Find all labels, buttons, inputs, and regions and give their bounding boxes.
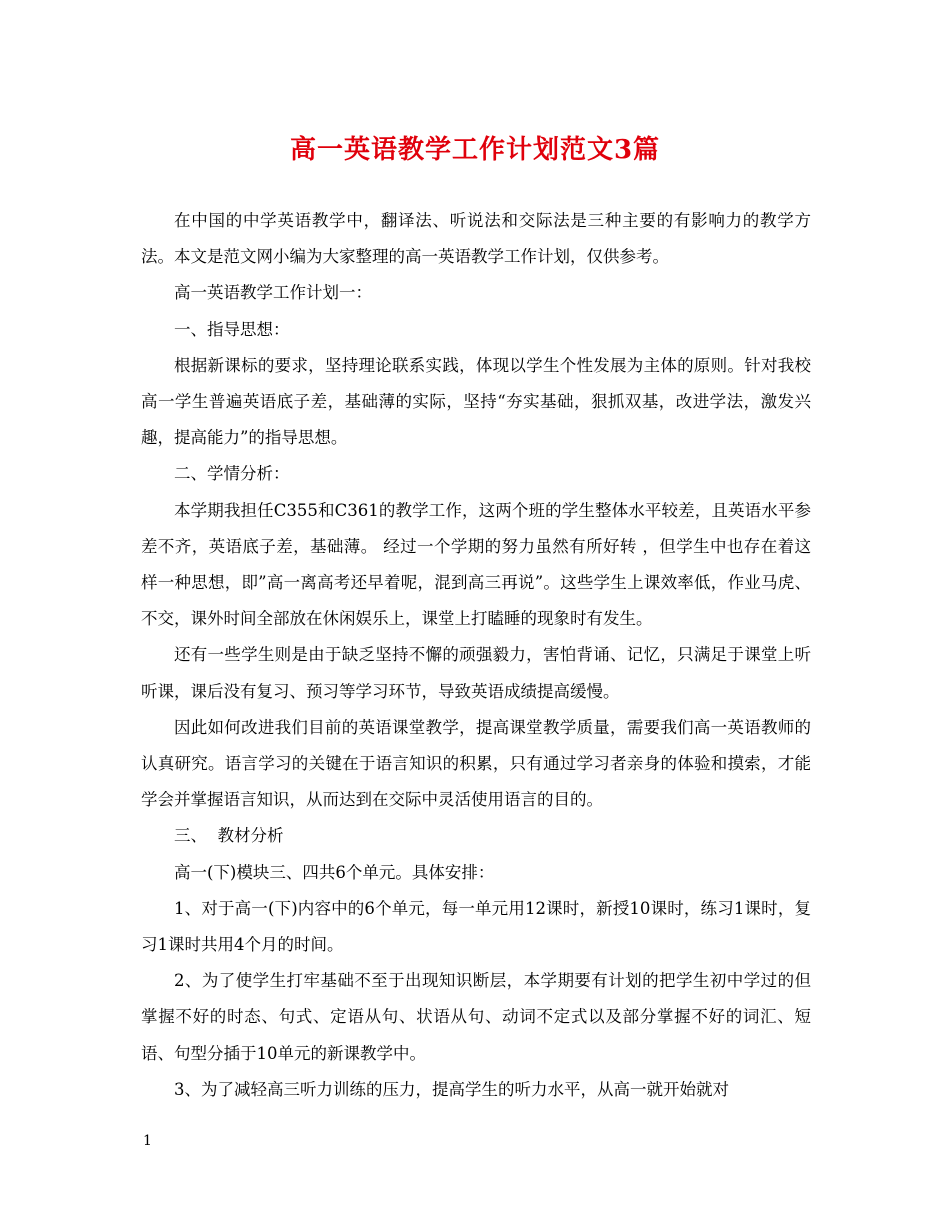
section-heading-student-analysis: 二、学情分析： — [174, 464, 290, 484]
paragraph-student-analysis-2: 还有一些学生则是由于缺乏坚持不懈的顽强毅力，害怕背诵、记忆，只满足于课堂上听听课，课后没有复习、预习等学习环节，导致英语成绩提高缓慢。 — [141, 645, 811, 701]
page-number: 1 — [143, 1133, 152, 1149]
document-title: 高一英语教学工作计划范文3篇 — [289, 135, 661, 165]
paragraph-guiding-ideology: 根据新课标的要求，坚持理论联系实践，体现以学生个性发展为主体的原则。针对我校高一学生普遍英语底子差，基础薄的实际，坚持“夯实基础，狠抓双基，改进学法，激发兴趣，提高能力”的指导思想。 — [141, 355, 811, 448]
paragraph-textbook-overview: 高一(下)模块三、四共6个单元。具体安排： — [174, 862, 495, 882]
list-item-2: 2、为了使学生打牢基础不至于出现知识断层，本学期要有计划的把学生初中学过的但掌握不好的时态、句式、定语从句、状语从句、动词不定式以及部分掌握不好的词汇、短语、句型分插于10单元的新课教学中。 — [141, 971, 811, 1063]
section-heading-textbook-analysis: 三、 教材分析 — [174, 826, 284, 846]
paragraph-plan-one-heading: 高一英语教学工作计划一： — [174, 283, 372, 303]
paragraph-student-analysis-3: 因此如何改进我们目前的英语课堂教学，提高课堂教学质量，需要我们高一英语教师的认真研究。语言学习的关键在于语言知识的积累，只有通过学习者亲身的体验和摸索，才能学会并掌握语言知识，从而达到在交际中灵活使用语言的目的。 — [141, 717, 811, 810]
document-body — [141, 203, 811, 1108]
paragraph-student-analysis-1: 本学期我担任C355和C361的教学工作，这两个班的学生整体水平较差，且英语水平参差不齐，英语底子差，基础薄。 经过一个学期的努力虽然有所好转 ，但学生中也存在着这样一种思想，即”高一离高考还早着呢，混到高三再说”。这些学生上课效率低，作业马虎、不交，课外时间全部放在休闲娱乐上，课堂上打瞌睡的现象时有发生。 — [141, 500, 811, 629]
paragraph-intro: 在中国的中学英语教学中，翻译法、听说法和交际法是三种主要的有影响力的教学方法。本文是范文网小编为大家整理的高一英语教学工作计划，仅供参考。 — [141, 211, 811, 267]
list-item-3: 3、为了减轻高三听力训练的压力，提高学生的听力水平，从高一就开始就对 — [174, 1079, 729, 1099]
section-heading-guiding-ideology: 一、指导思想： — [174, 319, 290, 339]
list-item-1: 1、对于高一(下)内容中的6个单元，每一单元用12课时，新授10课时，练习1课时，复习1课时共用4个月的时间。 — [141, 898, 811, 955]
